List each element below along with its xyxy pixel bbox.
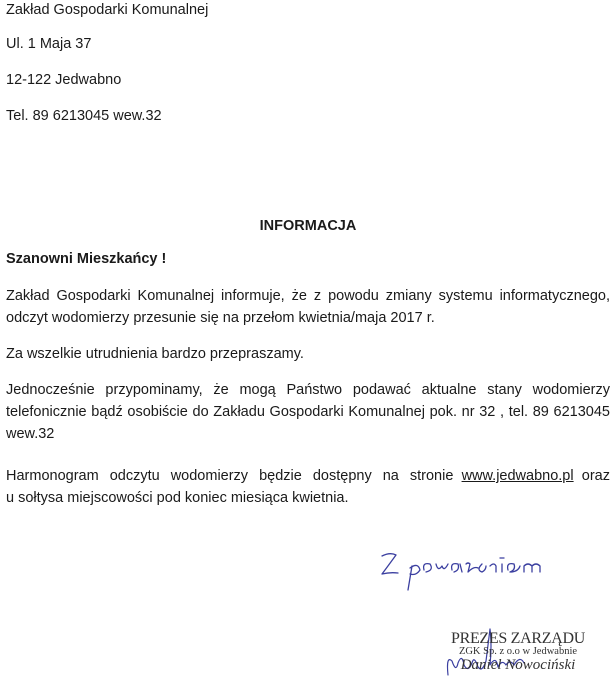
paragraph-line: u sołtysa miejscowości pod koniec miesiąca kwietnia. bbox=[6, 490, 349, 506]
sender-name: Zakład Gospodarki Komunalnej bbox=[6, 2, 209, 18]
official-stamp bbox=[420, 630, 616, 674]
paragraph-info bbox=[6, 285, 610, 329]
website-link[interactable]: www.jedwabno.pl bbox=[461, 468, 574, 484]
paragraph-schedule bbox=[6, 465, 610, 509]
sender-street: Ul. 1 Maja 37 bbox=[6, 36, 92, 52]
paragraph-line: Jednocześnie przypominamy, że mogą Państwo podawać aktualne stany wodomierzy bbox=[6, 382, 610, 398]
sender-phone: Tel. 89 6213045 wew.32 bbox=[6, 108, 162, 124]
paragraph-line: odczyt wodomierzy przesunie się na przełom kwietnia/maja 2017 r. bbox=[6, 310, 435, 326]
stamp-name: Daniel Nowociński bbox=[460, 657, 576, 673]
handwritten-closing bbox=[378, 548, 578, 598]
paragraph-line: telefonicznie bądź osobiście do Zakładu Gospodarki Komunalnej pok. nr 32 , tel. 89 6213045 bbox=[6, 404, 610, 420]
stamp-organization: ZGK Sp. z o.o w Jedwabnie bbox=[458, 646, 578, 657]
document-title: INFORMACJA bbox=[259, 218, 357, 234]
sender-city: 12-122 Jedwabno bbox=[6, 72, 122, 88]
schedule-text: Harmonogram odczytu wodomierzy będzie dostępny na stronie bbox=[6, 468, 454, 484]
stamp-role: PREZES ZARZĄDU bbox=[450, 630, 586, 647]
paragraph-apology: Za wszelkie utrudnienia bardzo przepraszamy. bbox=[6, 346, 304, 362]
paragraph-line bbox=[6, 465, 610, 487]
paragraph-reminder bbox=[6, 379, 610, 445]
paragraph-line: Zakład Gospodarki Komunalnej informuje, że z powodu zmiany systemu informatycznego, bbox=[6, 288, 610, 304]
schedule-text-after: oraz bbox=[581, 468, 610, 484]
paragraph-line: wew.32 bbox=[6, 426, 55, 442]
pen-stroke-icon bbox=[382, 554, 540, 590]
greeting: Szanowni Mieszkańcy ! bbox=[6, 251, 167, 267]
